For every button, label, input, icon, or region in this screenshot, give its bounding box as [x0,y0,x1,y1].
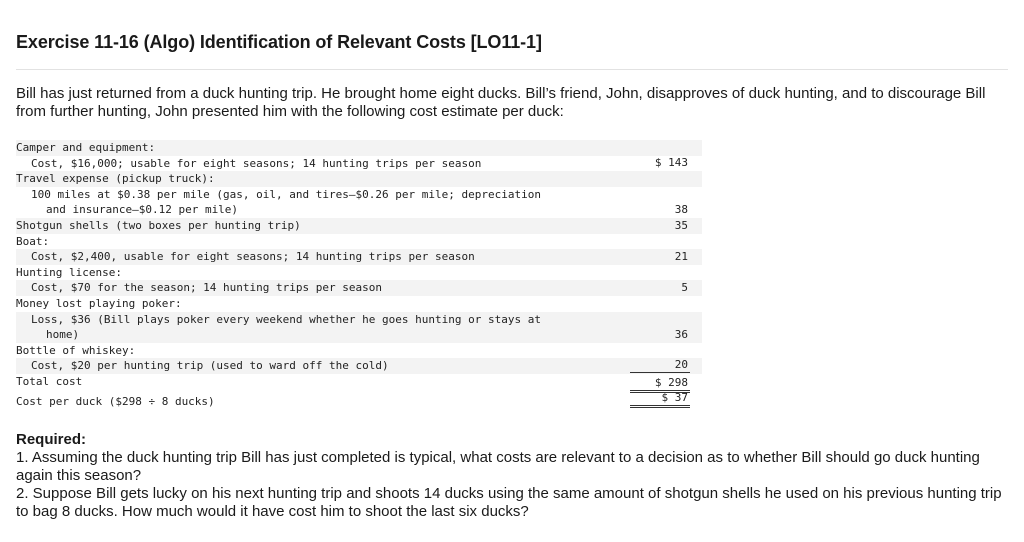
table-row [16,218,702,234]
row-amount: 5 [681,280,688,294]
title-divider [16,69,1008,70]
row-label: home) [46,328,80,342]
total-amount: $ 298 [630,375,690,393]
row-label: Cost, $70 for the season; 14 hunting trips per season [31,281,382,295]
row-label: Cost, $2,400, usable for eight seasons; 14 hunting trips per season [31,250,475,264]
row-label: and insurance—$0.12 per mile) [46,203,239,217]
row-amount: 35 [674,218,688,232]
required-section [16,431,1006,521]
table-row [16,312,702,343]
total-row [16,374,702,390]
row-label: Cost per duck ($298 ÷ 8 ducks) [16,394,215,408]
question-2: 2. Suppose Bill gets lucky on his next hunting trip and shoots 14 ducks using the same amount of shotgun shells he used on his previous hunting trip to bag 8 ducks. How much would it have cost him to shoot the last six ducks? [16,485,1002,520]
row-label: Travel expense (pickup truck): [16,172,215,186]
table-row [16,280,702,296]
row-amount: 38 [674,202,688,216]
row-label: Cost, $16,000; usable for eight seasons; 14 hunting trips per season [31,156,482,170]
row-label: Money lost playing poker: [16,296,182,310]
table-row [16,296,702,312]
table-row [16,187,702,218]
row-label: Hunting license: [16,265,122,279]
row-label: Shotgun shells (two boxes per hunting trip) [16,218,301,232]
row-label: Cost, $20 per hunting trip (used to ward off the cold) [31,359,389,373]
table-row [16,358,702,374]
row-amount: $ 143 [654,156,688,170]
exercise-title: Exercise 11-16 (Algo) Identification of Relevant Costs [LO11-1] [16,32,542,52]
row-label: Total cost [16,374,83,388]
row-label: Boat: [16,234,50,248]
row-amount: 21 [674,249,688,263]
table-row [16,249,702,265]
row-label: 100 miles at $0.38 per mile (gas, oil, and tires—$0.26 per mile; depreciation [31,187,541,201]
question-1: 1. Assuming the duck hunting trip Bill has just completed is typical, what costs are relevant to a decision as to whether Bill should go duck hunting again this season? [16,449,980,484]
table-row [16,171,702,187]
row-label: Loss, $36 (Bill plays poker every weekend whether he goes hunting or stays at [31,312,541,326]
required-heading: Required: [16,431,87,448]
row-amount: 36 [674,327,688,341]
row-label: Bottle of whiskey: [16,343,136,357]
row-amount: 20 [630,357,690,373]
table-row [16,343,702,359]
per-duck-row [16,391,702,410]
per-duck-amount: $ 37 [630,390,690,408]
row-label: Camper and equipment: [16,141,156,154]
intro-paragraph: Bill has just returned from a duck hunting trip. He brought home eight ducks. Bill’s friend, John, disapproves of duck hunting, and to discourage Bill from further hunting, John presented him with the following cost estimate per duck: [16,85,986,120]
table-row [16,234,702,250]
table-row [16,156,702,172]
table-row [16,265,702,281]
table-row [16,140,702,156]
cost-estimate-table [16,140,702,409]
